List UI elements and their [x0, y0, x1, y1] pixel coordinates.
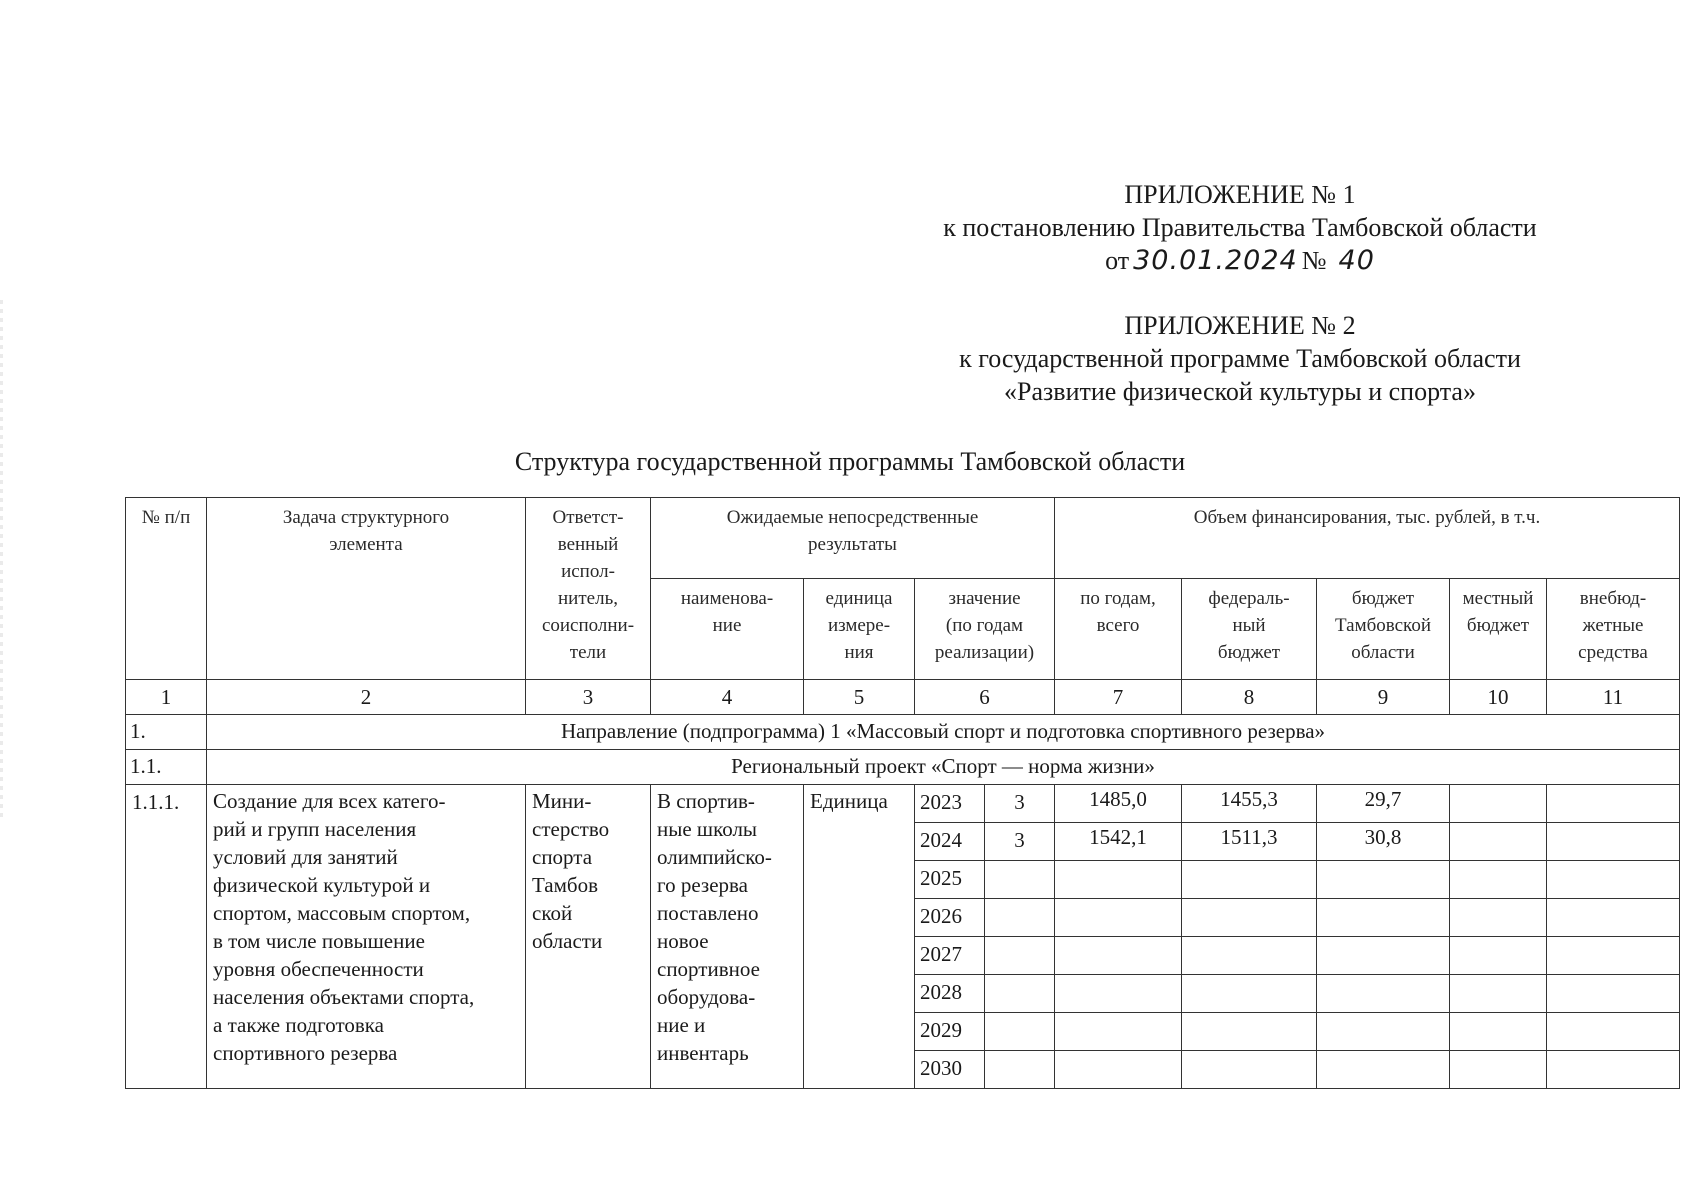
federal-cell — [1182, 937, 1317, 975]
total-cell: 1485,0 — [1055, 785, 1182, 823]
order-number-sign: № — [1301, 246, 1327, 275]
extra-cell — [1547, 937, 1680, 975]
year-cell: 2030 — [915, 1051, 985, 1089]
extra-cell — [1547, 1051, 1680, 1089]
regional-cell — [1317, 861, 1450, 899]
extra-cell — [1547, 785, 1680, 823]
extra-cell — [1547, 899, 1680, 937]
handwritten-order-number: 40 — [1338, 245, 1375, 276]
value-cell — [985, 861, 1055, 899]
scan-edge-artifact — [0, 300, 3, 820]
year-cell: 2025 — [915, 861, 985, 899]
total-cell — [1055, 1051, 1182, 1089]
appendix-1-block — [860, 178, 1620, 277]
local-cell — [1450, 861, 1547, 899]
federal-cell — [1182, 1013, 1317, 1051]
local-cell — [1450, 1013, 1547, 1051]
column-number: 11 — [1547, 680, 1680, 715]
project-title: Региональный проект «Спорт — норма жизни» — [207, 750, 1680, 785]
column-number: 5 — [804, 680, 915, 715]
total-cell — [1055, 975, 1182, 1013]
column-number: 6 — [915, 680, 1055, 715]
value-cell: 3 — [985, 823, 1055, 861]
header-row-1 — [126, 498, 1680, 579]
year-cell: 2027 — [915, 937, 985, 975]
regional-cell — [1317, 975, 1450, 1013]
year-cell: 2028 — [915, 975, 985, 1013]
header-col-3: Ответст- венный испол- нитель, соисполни- тели — [526, 498, 651, 680]
task-code: 1.1.1. — [126, 785, 207, 1089]
header-col-10: местный бюджет — [1450, 579, 1547, 680]
direction-title: Направление (подпрограмма) 1 «Массовый спорт и подготовка спортивного резерва» — [207, 715, 1680, 750]
direction-row — [126, 715, 1680, 750]
appendix-2-reference: к государственной программе Тамбовской области — [959, 344, 1521, 373]
regional-cell: 30,8 — [1317, 823, 1450, 861]
header-expected-results: Ожидаемые непосредственные результаты — [651, 498, 1055, 579]
project-code: 1.1. — [126, 750, 207, 785]
column-number: 10 — [1450, 680, 1547, 715]
extra-cell — [1547, 1013, 1680, 1051]
header-col-7: по годам, всего — [1055, 579, 1182, 680]
value-cell: 3 — [985, 785, 1055, 823]
column-number: 2 — [207, 680, 526, 715]
regional-cell — [1317, 1013, 1450, 1051]
value-cell — [985, 899, 1055, 937]
header-col-1: № п/п — [126, 498, 207, 680]
column-number: 8 — [1182, 680, 1317, 715]
federal-cell — [1182, 1051, 1317, 1089]
order-prefix: от — [1105, 246, 1130, 275]
year-cell: 2029 — [915, 1013, 985, 1051]
regional-cell — [1317, 1051, 1450, 1089]
federal-cell: 1455,3 — [1182, 785, 1317, 823]
federal-cell — [1182, 899, 1317, 937]
total-cell — [1055, 937, 1182, 975]
column-number-row — [126, 680, 1680, 715]
federal-cell — [1182, 975, 1317, 1013]
header-col-8: федераль- ный бюджет — [1182, 579, 1317, 680]
year-cell: 2023 — [915, 785, 985, 823]
value-cell — [985, 937, 1055, 975]
total-cell — [1055, 899, 1182, 937]
column-number: 3 — [526, 680, 651, 715]
column-number: 7 — [1055, 680, 1182, 715]
local-cell — [1450, 937, 1547, 975]
appendix-1-title: ПРИЛОЖЕНИЕ № 1 — [1124, 180, 1356, 209]
appendix-2-title: ПРИЛОЖЕНИЕ № 2 — [1124, 311, 1356, 340]
appendix-2-program-name: «Развитие физической культуры и спорта» — [1004, 377, 1476, 406]
column-number: 4 — [651, 680, 804, 715]
header-col-6: значение (по годам реализации) — [915, 579, 1055, 680]
year-cell: 2024 — [915, 823, 985, 861]
total-cell — [1055, 1013, 1182, 1051]
value-cell — [985, 975, 1055, 1013]
value-cell — [985, 1013, 1055, 1051]
header-col-4: наименова- ние — [651, 579, 804, 680]
header-col-5: единица измере- ния — [804, 579, 915, 680]
appendix-1-reference: к постановлению Правительства Тамбовской области — [943, 213, 1537, 242]
handwritten-order-date: 30.01.2024 — [1133, 245, 1298, 276]
column-number: 9 — [1317, 680, 1450, 715]
appendix-2-block — [860, 309, 1620, 408]
value-cell — [985, 1051, 1055, 1089]
header-col-11: внебюд- жетные средства — [1547, 579, 1680, 680]
local-cell — [1450, 785, 1547, 823]
project-row — [126, 750, 1680, 785]
regional-cell: 29,7 — [1317, 785, 1450, 823]
appendix-1-order-line — [1105, 244, 1375, 277]
table-row — [126, 785, 1680, 823]
local-cell — [1450, 899, 1547, 937]
extra-cell — [1547, 975, 1680, 1013]
extra-cell — [1547, 861, 1680, 899]
local-cell — [1450, 823, 1547, 861]
header-col-9: бюджет Тамбовской области — [1317, 579, 1450, 680]
header-col-2: Задача структурного элемента — [207, 498, 526, 680]
extra-cell — [1547, 823, 1680, 861]
local-cell — [1450, 975, 1547, 1013]
total-cell: 1542,1 — [1055, 823, 1182, 861]
regional-cell — [1317, 899, 1450, 937]
task-result-name: В спортив- ные школы олимпийско- го резерва поставлено новое спортивное оборудова- ние и инвентарь — [651, 785, 804, 1089]
task-executor: Мини- стерство спорта Тамбов ской области — [526, 785, 651, 1089]
federal-cell — [1182, 861, 1317, 899]
year-cell: 2026 — [915, 899, 985, 937]
program-structure-table — [125, 497, 1680, 1089]
task-description: Создание для всех катего- рий и групп населения условий для занятий физической культурой и спортом, массовым спортом, в том числе повышение уровня обеспеченности населения объектами спорта, а также подготовка спортивного резерва — [207, 785, 526, 1089]
task-unit: Единица — [804, 785, 915, 1089]
header-financing: Объем финансирования, тыс. рублей, в т.ч. — [1055, 498, 1680, 579]
federal-cell: 1511,3 — [1182, 823, 1317, 861]
regional-cell — [1317, 937, 1450, 975]
total-cell — [1055, 861, 1182, 899]
direction-code: 1. — [126, 715, 207, 750]
local-cell — [1450, 1051, 1547, 1089]
column-number: 1 — [126, 680, 207, 715]
document-title: Структура государственной программы Тамбовской области — [514, 447, 1186, 476]
